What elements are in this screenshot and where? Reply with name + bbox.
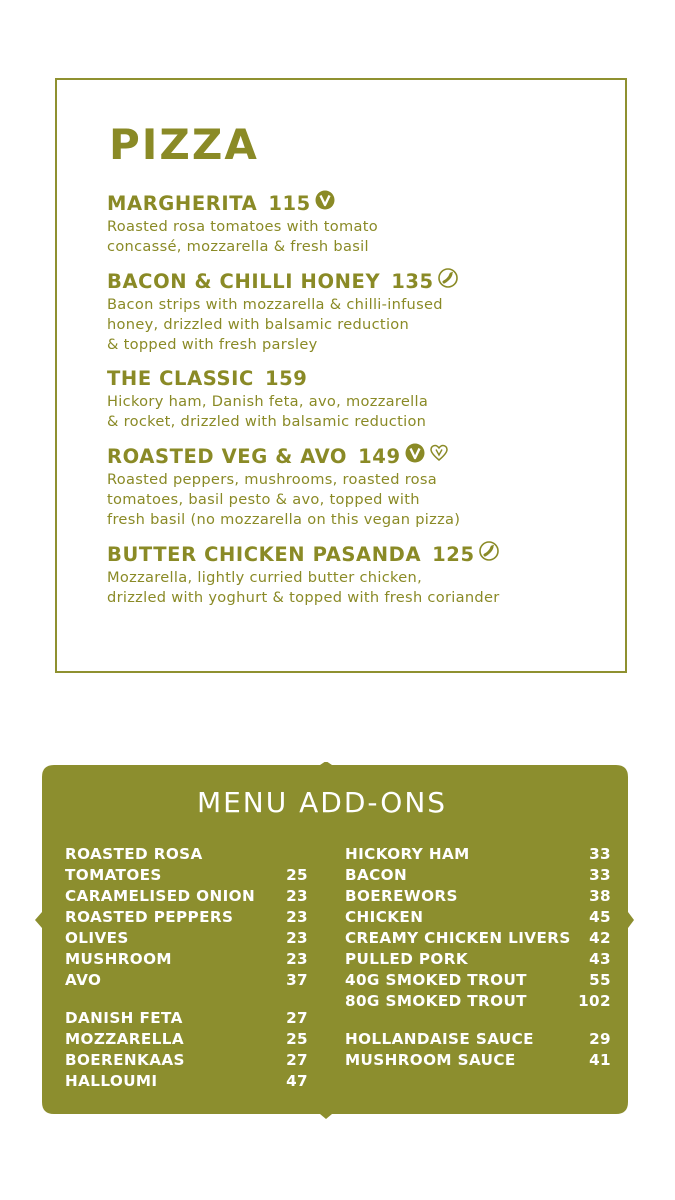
vegan-heart-icon [429,443,449,470]
pizza-item-name: MARGHERITA [107,191,258,215]
pizza-item-description: Roasted peppers, mushrooms, roasted rosa tomatoes, basil pesto & avo, topped with fresh basil (no mozzarella on this vegan pizza) [107,471,461,528]
pizza-item-margherita [107,190,607,257]
pizza-item-roasted-veg-avo [107,443,607,530]
add-on-row: MUSHROOM 23 [65,950,308,968]
pizza-heading: PIZZA [109,120,259,169]
pizza-item-description: Roasted rosa tomatoes with tomato concassé, mozzarella & fresh basil [107,218,378,255]
add-on-row: ROASTED PEPPERS 23 [65,908,308,926]
add-on-row: HOLLANDAISE SAUCE 29 [345,1030,611,1048]
chilli-icon [479,541,499,568]
add-on-row: 80G SMOKED TROUT 102 [345,992,611,1010]
pizza-item-description: Mozzarella, lightly curried butter chicken, drizzled with yoghurt & topped with fresh coriander [107,569,500,606]
pizza-item-price: 159 [264,367,308,390]
pizza-item-price: 135 [391,269,434,293]
add-on-row: CREAMY CHICKEN LIVERS 42 [345,929,611,947]
add-on-row: AVO 37 [65,971,308,989]
pizza-item-description: Hickory ham, Danish feta, avo, mozzarella & rocket, drizzled with balsamic reduction [107,393,429,430]
add-on-row: DANISH FETA 27 [65,1009,308,1027]
pizza-item-name: BACON & CHILLI HONEY [107,269,381,293]
add-on-row: MOZZARELLA 25 [65,1030,308,1048]
chilli-icon [438,268,458,295]
pizza-item-description: Bacon strips with mozzarella & chilli-infused honey, drizzled with balsamic reduction & topped with fresh parsley [107,296,443,353]
vegetarian-icon [405,443,425,470]
pizza-section [55,78,627,673]
add-on-row: ROASTED ROSA [65,845,203,863]
add-on-row: HALLOUMI 47 [65,1072,308,1090]
add-on-row: BOERENKAAS 27 [65,1051,308,1069]
add-on-row: MUSHROOM SAUCE 41 [345,1051,611,1069]
add-ons-left-column [65,844,308,1092]
group-spacer [345,1012,611,1029]
add-on-row: BOEREWORS 38 [345,887,611,905]
pizza-item-name: ROASTED VEG & AVO [107,444,348,468]
pizza-item-name: THE CLASSIC [107,367,254,390]
add-on-row: CHICKEN 45 [345,908,611,926]
pizza-item-price: 115 [268,191,311,215]
add-on-row: OLIVES 23 [65,929,308,947]
pizza-item-bacon-chilli-honey [107,268,607,355]
pizza-item-butter-chicken-pasanda [107,541,607,608]
add-ons-right-column [345,844,611,1071]
pizza-item-price: 149 [358,444,401,468]
pizza-item-name: BUTTER CHICKEN PASANDA [107,542,422,566]
menu-add-ons-panel [32,762,644,1119]
pizza-item-price: 125 [432,542,475,566]
pizza-item-the-classic [107,366,607,432]
add-on-row: 40G SMOKED TROUT 55 [345,971,611,989]
pizza-items [107,190,607,619]
add-on-row: PULLED PORK 43 [345,950,611,968]
add-on-row: BACON 33 [345,866,611,884]
vegetarian-icon [315,190,335,217]
add-on-row: TOMATOES 25 [65,866,308,884]
add-ons-heading: MENU ADD-ONS [196,786,448,819]
add-on-row: CARAMELISED ONION 23 [65,887,308,905]
group-spacer [65,991,308,1008]
add-on-row: HICKORY HAM 33 [345,845,611,863]
